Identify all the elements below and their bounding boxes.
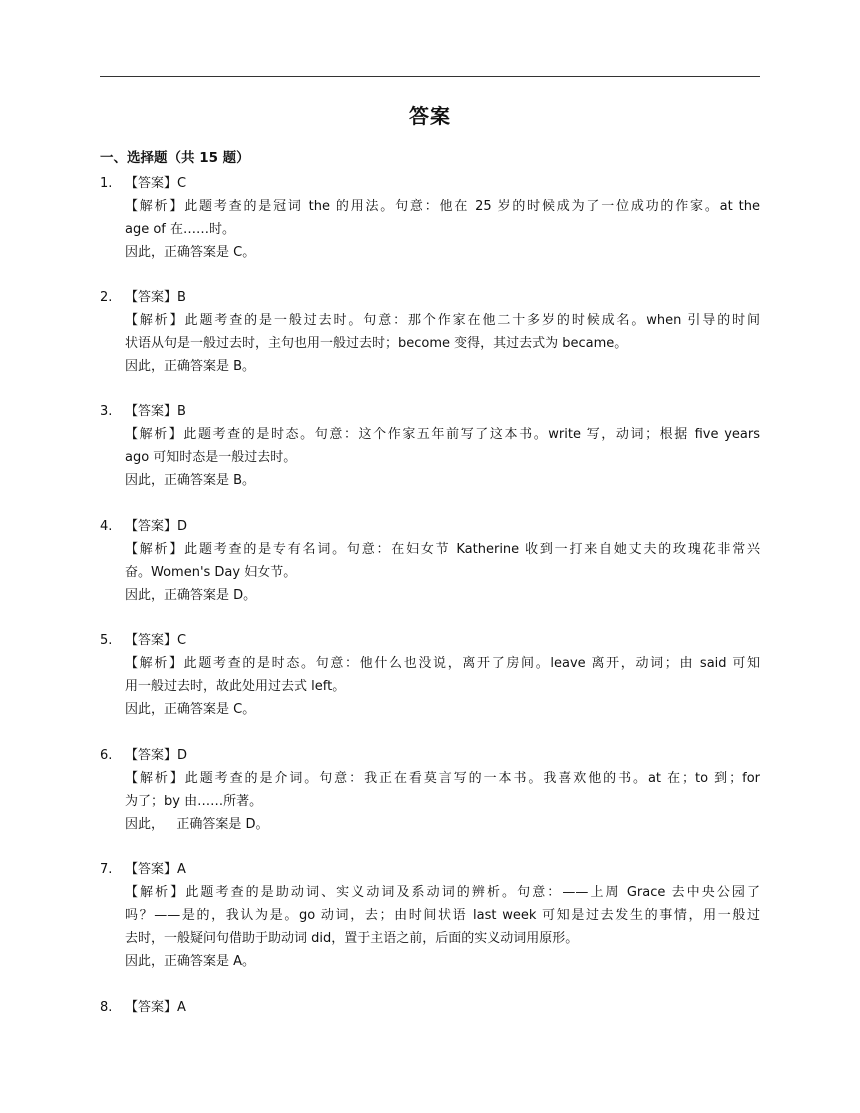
- item-number: 4.: [100, 519, 113, 534]
- analysis-line: 吗？——是的，我认为是。go 动词，去；由时间状语 last week 可知是过去发生的事情，用一般过: [125, 908, 760, 923]
- analysis-line: 去时，一般疑问句借助于助动词 did，置于主语之前，后面的实义动词用原形。: [125, 931, 579, 946]
- answer-line: 【答案】C: [125, 633, 187, 648]
- item-number: 7.: [100, 862, 113, 877]
- analysis-line: ago 可知时态是一般过去时。: [125, 450, 297, 465]
- analysis-line: 奋。Women's Day 妇女节。: [125, 565, 297, 580]
- item-number: 1.: [100, 176, 113, 191]
- answer-line: 【答案】B: [125, 290, 186, 305]
- analysis-line: 【解析】此题考查的是介词。句意：我正在看莫言写的一本书。我喜欢他的书。at 在；to 到；for: [125, 771, 760, 786]
- conclusion-line: 因此，正确答案是 B。: [125, 473, 256, 488]
- analysis-line: 【解析】此题考查的是时态。句意：他什么也没说，离开了房间。leave 离开，动词；由 said 可知: [125, 656, 760, 671]
- analysis-line: 【解析】此题考查的是助动词、实义动词及系动词的辨析。句意：——上周 Grace 去中央公园了: [125, 885, 760, 900]
- answer-line: 【答案】D: [125, 748, 188, 763]
- conclusion-line: 因此，正确答案是 A。: [125, 954, 256, 969]
- analysis-line: 为了；by 由……所著。: [125, 794, 263, 809]
- answer-line: 【答案】C: [125, 176, 187, 191]
- header-rule: [100, 76, 760, 77]
- analysis-line: 【解析】此题考查的是时态。句意：这个作家五年前写了这本书。write 写，动词；根据 five years: [125, 427, 760, 442]
- item-number: 8.: [100, 1000, 113, 1015]
- analysis-line: age of 在……时。: [125, 222, 236, 237]
- answer-line: 【答案】A: [125, 1000, 186, 1015]
- page-title: 答案: [409, 104, 451, 128]
- analysis-line: 用一般过去时，故此处用过去式 left。: [125, 679, 346, 694]
- conclusion-line: 因此， 正确答案是 D。: [125, 817, 269, 832]
- analysis-line: 【解析】此题考查的是专有名词。句意：在妇女节 Katherine 收到一打来自她丈夫的玫瑰花非常兴: [125, 542, 760, 557]
- section-heading: 一、选择题（共 15 题）: [100, 150, 250, 166]
- item-number: 5.: [100, 633, 113, 648]
- item-number: 2.: [100, 290, 113, 305]
- conclusion-line: 因此，正确答案是 C。: [125, 702, 256, 717]
- item-number: 6.: [100, 748, 113, 763]
- answer-line: 【答案】D: [125, 519, 188, 534]
- analysis-line: 状语从句是一般过去时，主句也用一般过去时；become 变得，其过去式为 became。: [125, 336, 628, 351]
- conclusion-line: 因此，正确答案是 C。: [125, 245, 256, 260]
- analysis-line: 【解析】此题考查的是冠词 the 的用法。句意：他在 25 岁的时候成为了一位成功的作家。at the: [125, 199, 760, 214]
- answer-line: 【答案】B: [125, 404, 186, 419]
- conclusion-line: 因此，正确答案是 D。: [125, 588, 257, 603]
- conclusion-line: 因此，正确答案是 B。: [125, 359, 256, 374]
- answer-line: 【答案】A: [125, 862, 186, 877]
- item-number: 3.: [100, 404, 113, 419]
- analysis-line: 【解析】此题考查的是一般过去时。句意：那个作家在他二十多岁的时候成名。when 引导的时间: [125, 313, 760, 328]
